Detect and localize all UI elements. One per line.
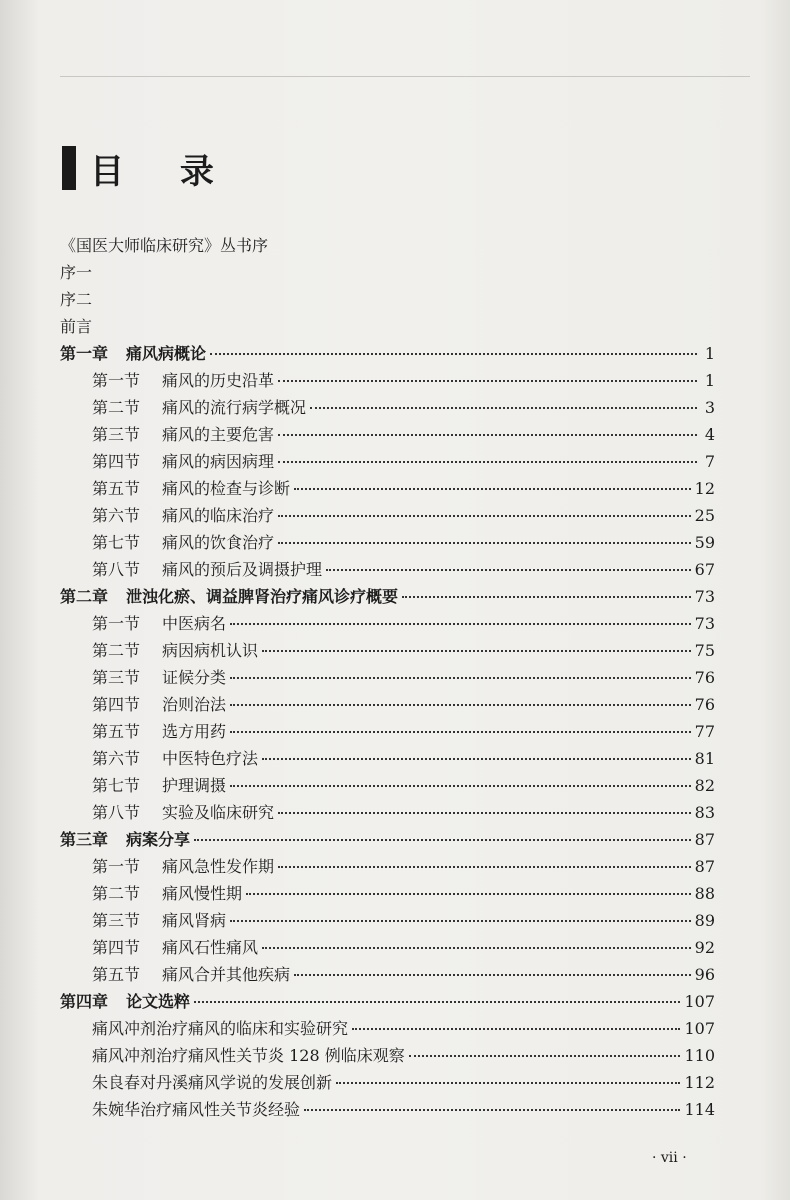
chapter-page: 107 (684, 992, 715, 1011)
toc-section-entry[interactable] (60, 421, 715, 448)
section-title: 痛风急性发作期 (162, 857, 275, 876)
section-page: 4 (704, 425, 715, 444)
section-title: 中医特色疗法 (162, 749, 259, 768)
toc-chapter-entry[interactable] (60, 340, 715, 367)
dot-leader (230, 703, 691, 706)
toc-section-entry[interactable] (60, 718, 715, 745)
entry-title: 前言 (60, 317, 93, 336)
dot-leader (278, 514, 691, 517)
dot-leader (409, 1054, 681, 1057)
toc-section-entry[interactable] (60, 853, 715, 880)
section-title: 痛风的临床治疗 (162, 506, 275, 525)
section-number: 第五节 (92, 722, 141, 741)
page-title: 目 录 (90, 151, 236, 192)
section-number: 第三节 (92, 911, 141, 930)
toc-section-entry[interactable] (60, 475, 715, 502)
dot-leader (194, 838, 691, 841)
dot-leader (278, 865, 691, 868)
dot-leader (278, 811, 691, 814)
section-page: 12 (694, 479, 715, 498)
section-title: 痛风的预后及调摄护理 (162, 560, 323, 579)
section-number: 第四节 (92, 695, 141, 714)
section-page: 67 (694, 560, 715, 579)
toc-section-entry[interactable] (60, 637, 715, 664)
section-page: 82 (694, 776, 715, 795)
dot-leader (230, 919, 691, 922)
toc-front-matter-entry[interactable] (60, 286, 715, 313)
dot-leader (278, 433, 697, 436)
dot-leader (278, 379, 697, 382)
chapter-number: 第二章 (60, 587, 109, 606)
section-number: 第二节 (92, 398, 141, 417)
dot-leader (294, 487, 691, 490)
paper-title: 朱良春对丹溪痛风学说的发展创新 (92, 1073, 333, 1092)
section-page: 73 (694, 614, 715, 633)
toc-section-entry[interactable] (60, 745, 715, 772)
toc-section-entry[interactable] (60, 664, 715, 691)
toc-section-entry[interactable] (60, 394, 715, 421)
section-page: 87 (694, 857, 715, 876)
section-title: 痛风肾病 (162, 911, 227, 930)
dot-leader (210, 352, 697, 355)
paper-title: 痛风冲剂治疗痛风的临床和实验研究 (92, 1019, 349, 1038)
section-number: 第六节 (92, 749, 141, 768)
toc-chapter-entry[interactable] (60, 826, 715, 853)
toc-paper-entry[interactable] (60, 1042, 715, 1069)
chapter-title: 泄浊化瘀、调益脾肾治疗痛风诊疗概要 (126, 587, 399, 606)
toc-section-entry[interactable] (60, 367, 715, 394)
paper-page: 107 (684, 1019, 715, 1038)
toc-front-matter-entry[interactable] (60, 259, 715, 286)
toc-front-matter-entry[interactable] (60, 313, 715, 340)
dot-leader (230, 784, 691, 787)
toc-paper-entry[interactable] (60, 1096, 715, 1123)
section-page: 92 (694, 938, 715, 957)
dot-leader (230, 730, 691, 733)
section-page: 76 (694, 695, 715, 714)
section-number: 第一节 (92, 614, 141, 633)
paper-title: 痛风冲剂治疗痛风性关节炎 128 例临床观察 (92, 1046, 405, 1065)
section-page: 83 (694, 803, 715, 822)
section-number: 第四节 (92, 452, 141, 471)
dot-leader (230, 622, 691, 625)
section-number: 第三节 (92, 668, 141, 687)
section-page: 96 (694, 965, 715, 984)
section-title: 中医病名 (162, 614, 227, 633)
paper-title: 朱婉华治疗痛风性关节炎经验 (92, 1100, 301, 1119)
entry-title: 序一 (60, 263, 93, 282)
section-title: 痛风的历史沿革 (162, 371, 275, 390)
section-title: 选方用药 (162, 722, 227, 741)
chapter-page: 1 (704, 344, 715, 363)
section-number: 第七节 (92, 533, 141, 552)
section-number: 第六节 (92, 506, 141, 525)
section-page: 1 (704, 371, 715, 390)
section-number: 第七节 (92, 776, 141, 795)
chapter-number: 第一章 (60, 344, 109, 363)
toc-section-entry[interactable] (60, 772, 715, 799)
toc-section-entry[interactable] (60, 448, 715, 475)
section-number: 第五节 (92, 479, 141, 498)
chapter-title: 病案分享 (126, 830, 191, 849)
section-title: 痛风的主要危害 (162, 425, 275, 444)
section-title: 护理调摄 (162, 776, 227, 795)
dot-leader (352, 1027, 680, 1030)
section-title: 实验及临床研究 (162, 803, 275, 822)
dot-leader (262, 946, 691, 949)
toc-chapter-entry[interactable] (60, 583, 715, 610)
section-title: 痛风的饮食治疗 (162, 533, 275, 552)
section-number: 第八节 (92, 803, 141, 822)
section-number: 第二节 (92, 884, 141, 903)
section-number: 第五节 (92, 965, 141, 984)
section-number: 第四节 (92, 938, 141, 957)
toc-front-matter-entry[interactable] (60, 232, 715, 259)
section-page: 88 (694, 884, 715, 903)
section-title: 痛风慢性期 (162, 884, 243, 903)
toc-section-entry[interactable] (60, 799, 715, 826)
toc-title-block (62, 146, 236, 190)
toc-section-entry[interactable] (60, 961, 715, 988)
toc-section-entry[interactable] (60, 880, 715, 907)
paper-page: 110 (684, 1046, 715, 1065)
section-page: 59 (694, 533, 715, 552)
title-marker-bar (62, 146, 76, 190)
section-number: 第一节 (92, 371, 141, 390)
dot-leader (262, 757, 691, 760)
chapter-number: 第四章 (60, 992, 109, 1011)
toc-chapter-entry[interactable] (60, 988, 715, 1015)
entry-title: 《国医大师临床研究》丛书序 (60, 236, 269, 255)
chapter-title: 论文选粹 (126, 992, 191, 1011)
section-title: 证候分类 (162, 668, 227, 687)
toc-section-entry[interactable] (60, 529, 715, 556)
section-page: 77 (694, 722, 715, 741)
section-title: 痛风的流行病学概况 (162, 398, 307, 417)
dot-leader (246, 892, 691, 895)
section-number: 第三节 (92, 425, 141, 444)
dot-leader (194, 1000, 680, 1003)
section-page: 76 (694, 668, 715, 687)
section-title: 痛风石性痛风 (162, 938, 259, 957)
section-number: 第二节 (92, 641, 141, 660)
paper-page: 114 (684, 1100, 715, 1119)
section-number: 第一节 (92, 857, 141, 876)
chapter-number: 第三章 (60, 830, 109, 849)
dot-leader (278, 541, 691, 544)
toc-section-entry[interactable] (60, 502, 715, 529)
entry-title: 序二 (60, 290, 93, 309)
dot-leader (294, 973, 691, 976)
chapter-page: 73 (694, 587, 715, 606)
section-page: 75 (694, 641, 715, 660)
section-page: 25 (694, 506, 715, 525)
header-rule (60, 50, 750, 77)
toc-section-entry[interactable] (60, 691, 715, 718)
toc-paper-entry[interactable] (60, 1069, 715, 1096)
section-title: 痛风合并其他疾病 (162, 965, 291, 984)
toc-section-entry[interactable] (60, 556, 715, 583)
section-number: 第八节 (92, 560, 141, 579)
toc-section-entry[interactable] (60, 907, 715, 934)
dot-leader (230, 676, 691, 679)
toc-section-entry[interactable] (60, 610, 715, 637)
dot-leader (402, 595, 691, 598)
toc-section-entry[interactable] (60, 934, 715, 961)
section-page: 3 (704, 398, 715, 417)
chapter-page: 87 (694, 830, 715, 849)
dot-leader (336, 1081, 680, 1084)
dot-leader (304, 1108, 680, 1111)
section-page: 81 (694, 749, 715, 768)
section-title: 痛风的检查与诊断 (162, 479, 291, 498)
paper-page: 112 (684, 1073, 715, 1092)
section-title: 病因病机认识 (162, 641, 259, 660)
page-number: · vii · (652, 1150, 687, 1166)
section-page: 89 (694, 911, 715, 930)
chapter-title: 痛风病概论 (126, 344, 207, 363)
section-title: 治则治法 (162, 695, 227, 714)
toc-paper-entry[interactable] (60, 1015, 715, 1042)
table-of-contents (60, 232, 715, 1123)
section-title: 痛风的病因病理 (162, 452, 275, 471)
dot-leader (262, 649, 691, 652)
dot-leader (278, 460, 697, 463)
dot-leader (326, 568, 691, 571)
section-page: 7 (704, 452, 715, 471)
dot-leader (310, 406, 697, 409)
